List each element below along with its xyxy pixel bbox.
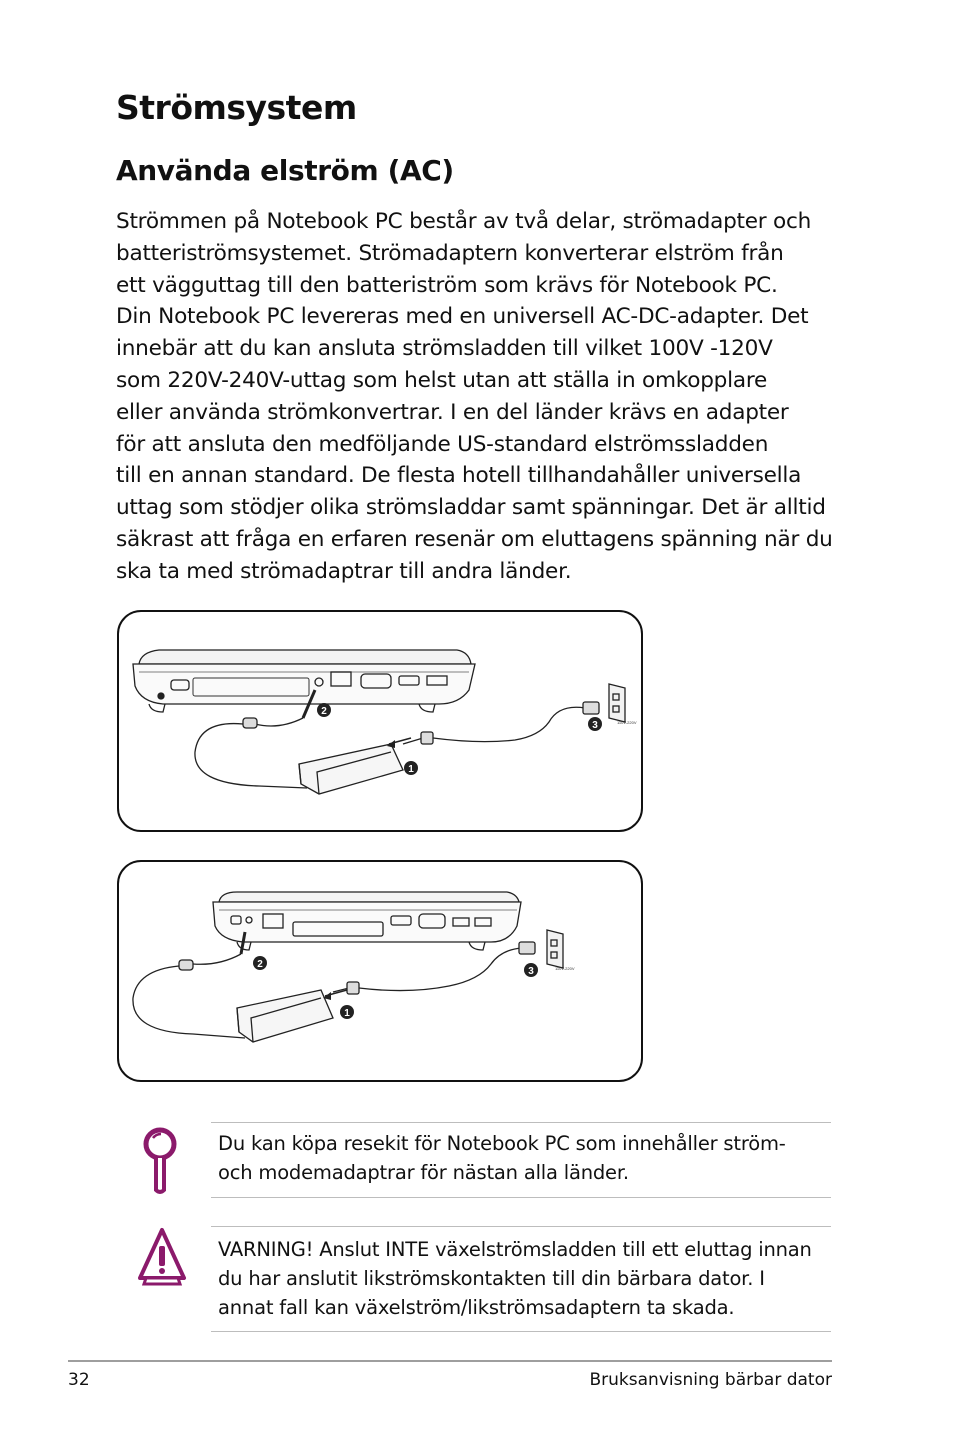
power-connection-diagram-bottom <box>117 860 643 1082</box>
warning-top-rule <box>211 1226 831 1227</box>
step-2-label: 2 <box>321 706 327 717</box>
body-line: ska ta med strömadaptrar till andra länder. <box>116 558 572 584</box>
body-paragraph <box>116 206 836 588</box>
tip-note <box>218 1129 833 1187</box>
note-top-rule <box>211 1122 831 1123</box>
laptop-adapter-illustration <box>119 862 645 1084</box>
warning-note <box>218 1235 833 1322</box>
magnifier-icon <box>140 1126 180 1196</box>
page-title: Strömsystem <box>116 88 357 127</box>
tip-line: Du kan köpa resekit för Notebook PC som innehåller ström- <box>218 1132 786 1155</box>
step-3-label: 3 <box>528 966 534 977</box>
section-heading: Använda elström (AC) <box>116 154 454 187</box>
body-line: Din Notebook PC levereras med en universell AC-DC-adapter. Det <box>116 304 809 330</box>
footer-document-title: Bruksanvisning bärbar dator <box>589 1370 832 1390</box>
body-line: som 220V-240V-uttag som helst utan att ställa in omkopplare <box>116 367 768 393</box>
body-line: till en annan standard. De flesta hotell tillhandahåller universella <box>116 463 802 489</box>
step-2-label: 2 <box>257 959 263 970</box>
body-line: säkrast att fråga en erfaren resenär om eluttagens spänning när du <box>116 526 833 552</box>
footer-rule <box>68 1360 832 1362</box>
power-connection-diagram-top <box>117 610 643 832</box>
body-line: eller använda strömkonvertrar. I en del länder krävs en adapter <box>116 399 789 425</box>
body-line: batteriströmsystemet. Strömadaptern konverterar elström från <box>116 240 784 266</box>
warning-line: VARNING! Anslut INTE växelströmsladden till ett eluttag innan <box>218 1238 812 1261</box>
page-number: 32 <box>68 1370 90 1390</box>
note-bottom-rule <box>211 1197 831 1198</box>
warning-bottom-rule <box>211 1331 831 1332</box>
step-1-label: 1 <box>344 1008 350 1019</box>
body-line: Strömmen på Notebook PC består av två delar, strömadapter och <box>116 209 812 234</box>
outlet-voltage-label: 110V-220V <box>555 966 575 971</box>
tip-line: och modemadaptrar för nästan alla länder. <box>218 1161 629 1184</box>
step-3-label: 3 <box>592 720 598 731</box>
laptop-adapter-illustration <box>119 612 645 834</box>
outlet-voltage-label: 110V-220V <box>617 720 637 725</box>
body-line: innebär att du kan ansluta strömsladden till vilket 100V -120V <box>116 336 773 362</box>
warning-line: annat fall kan växelström/likströmsadaptern ta skada. <box>218 1296 735 1319</box>
warning-icon <box>136 1226 188 1286</box>
step-1-label: 1 <box>408 764 414 775</box>
body-line: ett vägguttag till den batteriström som krävs för Notebook PC. <box>116 272 778 298</box>
warning-line: du har anslutit likströmskontakten till din bärbara dator. I <box>218 1267 765 1290</box>
body-line: för att ansluta den medföljande US-standard elströmssladden <box>116 431 769 457</box>
body-line: uttag som stödjer olika strömsladdar samt spänningar. Det är alltid <box>116 495 826 521</box>
